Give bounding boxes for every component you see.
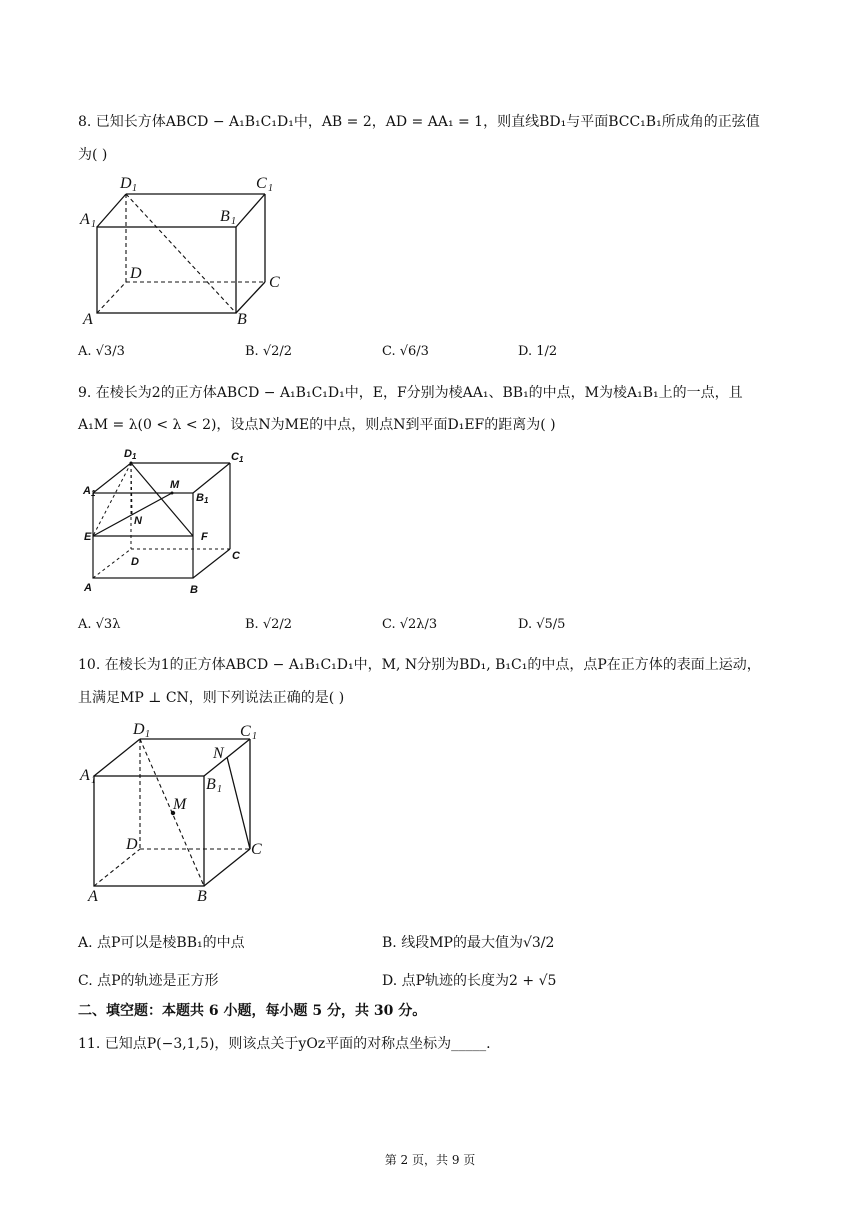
- q10-label-b: B: [197, 888, 207, 905]
- q9-label-a: A: [84, 582, 92, 594]
- q10-option-c[interactable]: C. 点P的轨迹是正方形: [78, 973, 219, 989]
- q9-option-c[interactable]: C. √2λ/3: [382, 617, 438, 632]
- section-fill-blank-title: 二、填空题：本题共 6 小题，每小题 5 分，共 30 分。: [78, 1003, 427, 1019]
- q10-label-c1: C: [240, 723, 251, 740]
- svg-text:1: 1: [132, 183, 137, 194]
- svg-text:1: 1: [91, 219, 96, 230]
- q10-label-c: C: [251, 841, 262, 858]
- q8-option-b[interactable]: B. √2/2: [245, 344, 293, 359]
- q8-line2: 为( ): [78, 147, 108, 163]
- q10-label-b1: B: [206, 776, 216, 793]
- svg-text:1: 1: [239, 455, 244, 464]
- svg-text:1: 1: [204, 496, 209, 505]
- q9-label-c: C: [232, 550, 240, 562]
- q9-option-b[interactable]: B. √2/2: [245, 617, 293, 632]
- q9-label-f: F: [201, 531, 208, 543]
- svg-text:1: 1: [231, 216, 236, 227]
- q8-label-c: C: [269, 274, 280, 291]
- q10-option-d[interactable]: D. 点P轨迹的长度为2 + √5: [382, 973, 557, 989]
- q10-label-d1: D: [133, 721, 145, 738]
- q9-label-c1: C: [231, 451, 239, 463]
- q9-label-e: E: [84, 531, 92, 543]
- q9-label-d: D: [131, 556, 139, 568]
- q8-label-d: D: [130, 265, 142, 282]
- svg-text:1: 1: [145, 729, 150, 740]
- q8-figure: [78, 170, 288, 330]
- q9-label-a1: A: [83, 485, 91, 497]
- q9-line1: 9. 在棱长为2的正方体ABCD − A₁B₁C₁D₁中，E，F分别为棱AA₁、BB₁的中点，M为棱A₁B₁上的一点，且: [78, 385, 743, 401]
- q10-label-m: M: [173, 796, 187, 813]
- q10-label-n: N: [213, 745, 224, 762]
- svg-text:1: 1: [268, 183, 273, 194]
- q9-line2: A₁M = λ(0 < λ < 2)，设点N为ME的中点，则点N到平面D₁EF的距离为( ): [78, 417, 556, 433]
- q9-label-b1: B: [196, 492, 204, 504]
- q9-option-a[interactable]: A. √3λ: [78, 617, 121, 632]
- q8-label-b1: B: [220, 208, 230, 225]
- page-footer: 第 2 页，共 9 页: [384, 1153, 476, 1167]
- q11-text: 11. 已知点P(−3,1,5)，则该点关于yOz平面的对称点坐标为_____.: [78, 1036, 491, 1052]
- q8-option-d[interactable]: D. 1/2: [518, 344, 558, 359]
- q8-option-a[interactable]: A. √3/3: [78, 344, 125, 359]
- svg-text:1: 1: [132, 452, 137, 461]
- q10-label-d: D: [126, 836, 138, 853]
- q10-line1: 10. 在棱长为1的正方体ABCD − A₁B₁C₁D₁中，M, N分别为BD₁, B₁C₁的中点，点P在正方体的表面上运动，: [78, 657, 761, 673]
- q8-label-d1: D: [120, 175, 132, 192]
- q10-label-a: A: [88, 888, 98, 905]
- q8-label-a1: A: [80, 211, 90, 228]
- svg-text:1: 1: [91, 775, 96, 786]
- q9-label-n: N: [134, 515, 142, 527]
- q8-option-c[interactable]: C. √6/3: [382, 344, 429, 359]
- q9-label-d1: D: [124, 448, 132, 460]
- q9-label-b: B: [190, 584, 198, 596]
- q10-label-a1: A: [80, 767, 90, 784]
- q8-label-b: B: [237, 311, 247, 328]
- q8-label-c1: C: [256, 175, 267, 192]
- q8-label-a: A: [83, 311, 93, 328]
- q10-option-b[interactable]: B. 线段MP的最大值为√3/2: [382, 935, 555, 951]
- q9-option-d[interactable]: D. √5/5: [518, 617, 566, 632]
- q9-figure: [80, 443, 255, 596]
- q10-line2: 且满足MP ⊥ CN，则下列说法正确的是( ): [78, 690, 345, 706]
- svg-text:1: 1: [252, 731, 257, 742]
- q9-label-m: M: [170, 479, 180, 491]
- q10-option-a[interactable]: A. 点P可以是棱BB₁的中点: [78, 935, 245, 951]
- q8-line1: 8. 已知长方体ABCD − A₁B₁C₁D₁中，AB = 2，AD = AA₁ = 1，则直线BD₁与平面BCC₁B₁所成角的正弦值: [78, 114, 760, 130]
- svg-text:1: 1: [217, 784, 222, 795]
- svg-text:1: 1: [91, 489, 96, 498]
- q10-figure: [80, 718, 280, 903]
